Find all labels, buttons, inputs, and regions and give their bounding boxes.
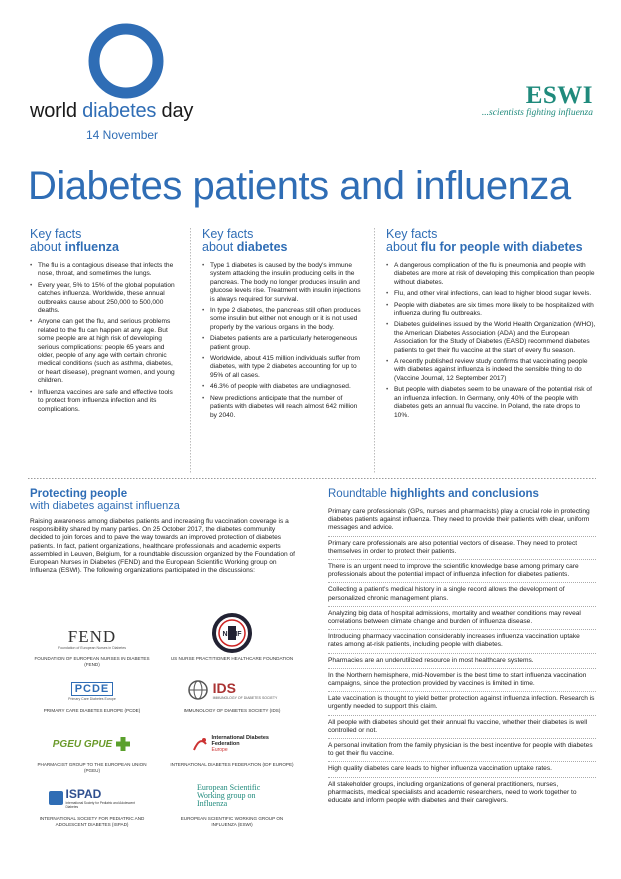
org-nphf: NPHF US NURSE PRACTITIONER HEALTHCARE FOUNDATION xyxy=(170,612,294,662)
green-cross-icon xyxy=(115,736,131,752)
section-divider xyxy=(28,478,596,479)
nphf-logo xyxy=(170,612,294,654)
list-item: • Diabetes patients are a particularly heterogeneous patient group. xyxy=(202,335,362,352)
list-item: • New predictions anticipate that the number of patients with diabetes will reach almost 642 million by 2040. xyxy=(202,395,362,420)
eswi-name: ESWI xyxy=(525,82,593,109)
protecting-section xyxy=(30,488,298,575)
list-item: Introducing pharmacy vaccination considerably increases influenza vaccination uptake rates among at-risk patients, including people with diabetes. xyxy=(328,630,596,653)
org-pgeu: PGEU GPUE PHARMACIST GROUP TO THE EUROPEAN UNION (PGEU) xyxy=(30,728,154,773)
world-diabetes-day-title: world diabetes day xyxy=(30,100,194,122)
key-facts-list xyxy=(202,262,362,420)
list-item: • Flu, and other viral infections, can lead to higher blood sugar levels. xyxy=(386,290,596,298)
pgeu-logo: PGEU GPUE xyxy=(30,728,154,760)
list-item: • A recently published review study confirms that vaccinating people with diabetes against influenza is indeed the sensible thing to do (Vaccine Journal, 12 September 2017) xyxy=(386,358,596,383)
list-item: • Every year, 5% to 15% of the global population catches influenza. Worldwide, these annual outbreaks cause about 250,000 to 500,000 deaths. xyxy=(30,282,180,316)
key-facts-influenza xyxy=(30,228,180,417)
list-item: • Anyone can get the flu, and serious problems related to the flu can happen at any age. But some people are at high risk of developing serious complications: people 65 years and older, people of any age with certain chronic medical conditions (such as asthma, diabetes, or heart disease), pregnant women, and young children. xyxy=(30,318,180,385)
key-facts-diabetes xyxy=(202,228,362,423)
list-item: • Diabetes guidelines issued by the World Health Organization (WHO), the American Diabetes Association (ADA) and the European Association for the Study of Diabetes (EASD) recommend diabetes patients to get their flu vaccine at the start of every flu season. xyxy=(386,321,596,355)
list-item: Late vaccination is thought to yield better protection against influenza infection. Research is urgently needed to support this claim. xyxy=(328,692,596,715)
ids-logo: IDS IMMUNOLOGY OF DIABETES SOCIETY xyxy=(170,674,294,706)
list-item: • People with diabetes are six times more likely to be hospitalized with influenza during flu outbreaks. xyxy=(386,302,596,319)
list-item: • The flu is a contagious disease that infects the nose, throat, and sometimes the lungs. xyxy=(30,262,180,279)
list-item: All people with diabetes should get their annual flu vaccine, whether their diabetes is well controlled or not. xyxy=(328,716,596,739)
org-pcde: PCDE Primary Care Diabetes Europe PRIMARY CARE DIABETES EUROPE (PCDE) xyxy=(30,674,154,714)
roundtable-heading: Roundtable highlights and conclusions xyxy=(328,488,539,500)
org-fend: FEND Foundation of European Nurses in Diabetes FOUNDATION OF EUROPEAN NURSES IN DIABETES (FEND) xyxy=(30,622,154,667)
list-item: • Influenza vaccines are safe and effective tools to protect from influenza infection and its complications. xyxy=(30,389,180,414)
organization-logos xyxy=(30,622,298,852)
list-item: Primary care professionals (GPs, nurses and pharmacists) play a crucial role in protecting diabetes patients against influenza. They need to provide their patients with clear, uniform messages and advice. xyxy=(328,505,596,537)
list-item: • 46.3% of people with diabetes are undiagnosed. xyxy=(202,383,362,391)
list-item: • In type 2 diabetes, the pancreas still often produces some insulin but either not enough or it is not used properly by the various organs in the body. xyxy=(202,307,362,332)
ispad-logo: ISPAD International Society for Pediatric and Adolescent Diabetes xyxy=(30,782,154,814)
list-item: • Type 1 diabetes is caused by the body's immune system attacking the insulin producing cells in the pancreas. The body no longer produces insulin and glucose levels rise. Treatment with insulin injections is always required for survival. xyxy=(202,262,362,304)
list-item: Analyzing big data of hospital admissions, mortality and weather conditions may reveal correlations between climate change and burden of influenza disease. xyxy=(328,607,596,630)
pcde-logo: PCDE Primary Care Diabetes Europe xyxy=(68,683,116,701)
column-divider xyxy=(190,228,191,474)
column-divider xyxy=(374,228,375,474)
nphf-emblem-icon xyxy=(209,613,255,653)
list-item: • Worldwide, about 415 million individuals suffer from diabetes, with type 2 diabetes accounting for up to 95% of all cases. xyxy=(202,355,362,380)
key-facts-list xyxy=(386,262,596,420)
page-title: Diabetes patients and influenza xyxy=(28,164,571,208)
ispad-square-icon xyxy=(49,791,63,805)
idf-logo: International Diabetes Federation Europe xyxy=(170,728,294,760)
protecting-subheading: with diabetes against influenza xyxy=(30,500,180,512)
key-facts-flu-diabetes xyxy=(386,228,596,423)
list-item: All stakeholder groups, including organizations of general practitioners, nurses, pharmacists, medical specialists and academic researchers, need to work together to educate and inform people with diabetes and their caregivers. xyxy=(328,780,577,805)
fend-logo: FEND Foundation of European Nurses in Diabetes xyxy=(57,626,127,650)
key-facts-heading: Key facts about diabetes xyxy=(202,227,288,254)
protecting-heading: Protecting people xyxy=(30,488,128,500)
key-facts-heading: Key facts about influenza xyxy=(30,227,119,254)
nphf-logo-text: NPHF xyxy=(222,631,242,638)
eswi-group-logo: European Scientific Working group on Influenza xyxy=(197,783,261,808)
ids-globe-icon xyxy=(187,679,209,701)
list-item: There is an urgent need to improve the scientific knowledge base among primary care professionals about the potential impact of influenza infection for diabetes patients. xyxy=(328,560,596,583)
key-facts-list xyxy=(30,262,180,414)
roundtable-section xyxy=(328,488,596,808)
list-item: • A dangerous complication of the flu is pneumonia and people with diabetes are more at risk of developing this complication than people without diabetes. xyxy=(386,262,596,287)
protecting-body: Raising awareness among diabetes patients and increasing flu vaccination coverage is a responsibility shared by many parties. On 25 October 2017, the diabetes community decided to join forces and to pave the way towards an improved protection of diabetes patients. In fact, patient organizations, healthcare professionals and academic experts assembled in Leuven, Belgium, for a roundtable discussion organized by the Foundation of European Nurses in Diabetes (FEND) and the European Scientific Working group on Influenza (ESWI). The following organizations participated in the discussions: xyxy=(30,518,296,575)
list-item: Collecting a patient's medical history in a single record allows the development of personalized chronic management plans. xyxy=(328,583,596,606)
list-item: High quality diabetes care leads to higher influenza vaccination uptake rates. xyxy=(328,762,596,777)
org-idf-europe: International Diabetes Federation Europe INTERNATIONAL DIABETES FEDERATION (IDF EUROPE) xyxy=(170,728,294,768)
org-eswi-group: European Scientific Working group on Influenza EUROPEAN SCIENTIFIC WORKING GROUP ON INFLUENZA (ESWI) xyxy=(170,778,294,827)
org-ispad: ISPAD International Society for Pediatric and Adolescent Diabetes INTERNATIONAL SOCIETY FOR PEDIATRIC AND ADOLESCENT DIABETES (ISPAD) xyxy=(30,782,154,827)
list-item: In the Northern hemisphere, mid-November is the best time to start influenza vaccination campaigns, since the protection provided by vaccines is limited in time. xyxy=(328,669,596,692)
list-item: • But people with diabetes seem to be unaware of the potential risk of an influenza infection. In Germany, only 40% of the people with diabetes gets an annual flu vaccine. In Poland, the rate drops to 10%. xyxy=(386,386,596,420)
world-diabetes-day-date: 14 November xyxy=(86,128,159,142)
list-item: A personal invitation from the family physician is the best incentive for people with diabetes to get their flu vaccine. xyxy=(328,739,596,762)
idf-swirl-icon xyxy=(191,735,209,753)
key-facts-heading: Key facts about flu for people with diabetes xyxy=(386,227,583,254)
org-ids: IDS IMMUNOLOGY OF DIABETES SOCIETY IMMUNOLOGY OF DIABETES SOCIETY (IDS) xyxy=(170,674,294,714)
blue-circle-icon xyxy=(87,22,165,100)
list-item: Pharmacies are an underutilized resource in most healthcare systems. xyxy=(328,654,596,669)
eswi-logo xyxy=(453,82,593,118)
eswi-tagline: ...scientists fighting influenza xyxy=(481,108,593,118)
list-item: Primary care professionals are also potential vectors of disease. They need to protect themselves in order to protect their patients. xyxy=(328,537,596,560)
